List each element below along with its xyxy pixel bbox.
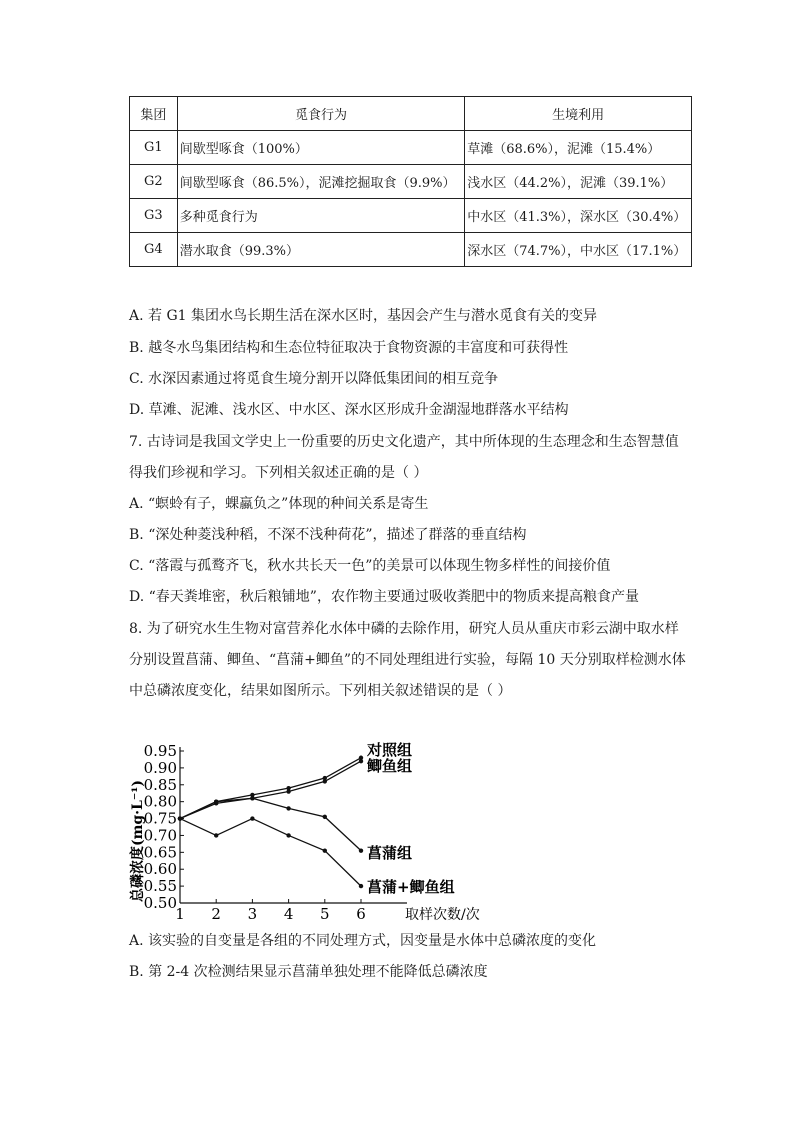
group-table: [129, 96, 692, 267]
q7-option-d: D. “春天粪堆密，秋后粮铺地”，农作物主要通过吸收粪肥中的物质来提高粮食产量: [129, 589, 639, 605]
y-tick-label: 0.65: [143, 843, 177, 862]
table-row: [130, 165, 692, 199]
data-point: [359, 884, 363, 888]
series-label: 菖蒲组: [367, 844, 413, 862]
data-point: [323, 815, 327, 819]
table-cell: 浅水区（44.2%），泥滩（39.1%）: [465, 165, 692, 199]
x-tick-label: 6: [356, 905, 366, 923]
table-cell: 间歇型啄食（100%）: [177, 131, 464, 165]
q6-option-a: A. 若 G1 集团水鸟长期生活在深水区时，基因会产生与潜水觅食有关的变异: [129, 308, 598, 324]
table-header-cell: 生境利用: [465, 97, 692, 131]
table-cell: 中水区（41.3%），深水区（30.4%）: [465, 199, 692, 233]
x-tick-label: 2: [211, 905, 221, 923]
y-tick-label: 0.50: [143, 894, 177, 912]
data-point: [250, 796, 254, 800]
q7-option-c: C. “落霞与孤鹜齐飞，秋水共长天一色”的美景可以体现生物多样性的间接价值: [129, 558, 611, 574]
q8-option-b: B. 第 2-4 次检测结果显示菖蒲单独处理不能降低总磷浓度: [129, 964, 488, 980]
q6-option-b: B. 越冬水鸟集团结构和生态位特征取决于食物资源的丰富度和可获得性: [129, 340, 569, 356]
y-tick-label: 0.70: [143, 826, 177, 845]
y-tick-label: 0.55: [143, 877, 177, 896]
x-tick-label: 4: [283, 905, 294, 923]
y-tick-label: 0.75: [143, 809, 177, 828]
phosphorus-line-chart: [125, 738, 485, 928]
data-point: [214, 799, 218, 803]
series-label: 菖蒲+鲫鱼组: [367, 878, 455, 896]
x-tick-label: 5: [320, 905, 330, 923]
table-cell: 深水区（74.7%），中水区（17.1%）: [465, 233, 692, 267]
table-cell: 潜水取食（99.3%）: [177, 233, 464, 267]
series-label: 对照组: [367, 741, 413, 759]
x-axis-label: 取样次数/次: [405, 907, 480, 923]
table-row: [130, 199, 692, 233]
data-point: [359, 759, 363, 763]
q7-option-b: B. “深处种菱浅种稻，不深不浅种荷花”，描述了群落的垂直结构: [129, 527, 527, 543]
y-tick-label: 0.90: [143, 758, 177, 777]
q8-stem-line: 8. 为了研究水生生物对富营养化水体中磷的去除作用，研究人员从重庆市彩云湖中取水样: [129, 621, 679, 637]
y-axis-label: 总磷浓度(mg·L⁻¹): [130, 779, 146, 903]
data-point: [323, 779, 327, 783]
table-row: [130, 233, 692, 267]
data-point: [214, 833, 218, 837]
series-line: [180, 798, 361, 850]
series-line: [180, 819, 361, 887]
q8-stem-line: 中总磷浓度变化，结果如图所示。下列相关叙述错误的是（ ）: [129, 683, 512, 699]
q8-stem-line: 分别设置菖蒲、鲫鱼、“菖蒲+鲫鱼”的不同处理组进行实验，每隔 10 天分别取样检测水体: [129, 652, 686, 668]
x-tick-label: 1: [175, 905, 185, 923]
series-label: 鲫鱼组: [367, 757, 413, 775]
series-line: [180, 761, 361, 818]
series-line: [180, 758, 361, 819]
data-point: [323, 848, 327, 852]
table-cell: G4: [130, 233, 178, 267]
q6-option-c: C. 水深因素通过将觅食生境分割开以降低集团间的相互竞争: [129, 371, 499, 387]
y-tick-label: 0.85: [143, 775, 177, 794]
data-point: [359, 848, 363, 852]
table-header-cell: 集团: [130, 97, 178, 131]
q6-option-d: D. 草滩、泥滩、浅水区、中水区、深水区形成升金湖湿地群落水平结构: [129, 402, 569, 418]
data-point: [178, 816, 182, 820]
y-tick-label: 0.60: [143, 860, 177, 879]
table-row: [130, 131, 692, 165]
table-cell: G1: [130, 131, 178, 165]
q7-stem-line: 得我们珍视和学习。下列相关叙述正确的是（ ）: [129, 465, 428, 481]
table-cell: 多种觅食行为: [177, 199, 464, 233]
table-cell: G3: [130, 199, 178, 233]
table-header-cell: 觅食行为: [177, 97, 464, 131]
table-header-row: [130, 97, 692, 131]
table-cell: G2: [130, 165, 178, 199]
y-tick-label: 0.95: [143, 742, 177, 760]
x-tick-label: 3: [247, 905, 258, 923]
y-tick-label: 0.80: [143, 792, 177, 811]
data-point: [286, 833, 290, 837]
q7-stem-line: 7. 古诗词是我国文学史上一份重要的历史文化遗产，其中所体现的生态理念和生态智慧值: [129, 434, 679, 450]
data-point: [286, 806, 290, 810]
q8-option-a: A. 该实验的自变量是各组的不同处理方式，因变量是水体中总磷浓度的变化: [129, 933, 597, 949]
data-point: [286, 789, 290, 793]
q7-option-a: A. “螟蛉有子，蜾蠃负之”体现的种间关系是寄生: [129, 496, 429, 512]
table-cell: 间歇型啄食（86.5%），泥滩挖掘取食（9.9%）: [177, 165, 464, 199]
table-cell: 草滩（68.6%），泥滩（15.4%）: [465, 131, 692, 165]
data-point: [250, 816, 254, 820]
